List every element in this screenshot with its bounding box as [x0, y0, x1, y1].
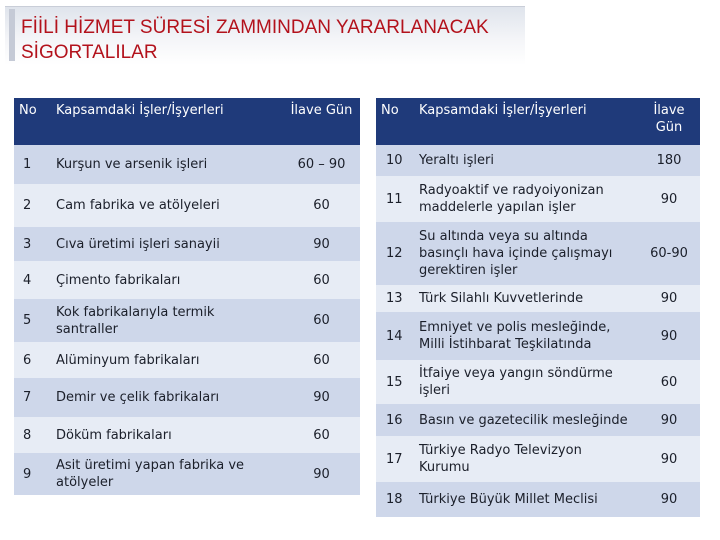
row-days: 90 — [283, 453, 360, 495]
table-row — [14, 261, 360, 299]
row-work: Türkiye Radyo Televizyon Kurumu — [414, 436, 638, 482]
table-row — [14, 453, 360, 495]
row-work: Cam fabrika ve atölyeleri — [51, 184, 283, 227]
row-no: 17 — [376, 436, 414, 482]
row-no: 7 — [14, 378, 51, 417]
row-days: 60 — [283, 299, 360, 342]
row-days: 60 – 90 — [283, 145, 360, 184]
row-work: Türk Silahlı Kuvvetlerinde — [414, 285, 638, 312]
row-work: Kok fabrikalarıyla termik santraller — [51, 299, 283, 342]
table-row — [14, 299, 360, 342]
row-no: 16 — [376, 404, 414, 436]
row-work: İtfaiye veya yangın söndürme işleri — [414, 360, 638, 404]
table-row — [376, 285, 700, 312]
row-days: 180 — [638, 145, 700, 176]
row-no: 13 — [376, 285, 414, 312]
row-days: 60 — [283, 342, 360, 378]
table-row — [376, 312, 700, 360]
header-days: İlave Gün — [283, 98, 360, 145]
title-banner — [5, 6, 525, 65]
row-work: Emniyet ve polis mesleğinde, Milli İstihbarat Teşkilatında — [414, 312, 638, 360]
table-row — [376, 482, 700, 517]
row-days: 90 — [638, 482, 700, 517]
table-row — [14, 417, 360, 453]
row-no: 8 — [14, 417, 51, 453]
header-no: No — [14, 98, 51, 145]
table-row — [376, 360, 700, 404]
row-no: 6 — [14, 342, 51, 378]
header-days: İlave Gün — [638, 98, 700, 145]
table-row — [376, 222, 700, 285]
row-days: 90 — [283, 227, 360, 261]
table-row — [14, 145, 360, 184]
table-row — [14, 227, 360, 261]
table-row — [14, 378, 360, 417]
table-row — [14, 184, 360, 227]
row-work: Döküm fabrikaları — [51, 417, 283, 453]
row-no: 11 — [376, 176, 414, 222]
table-row — [376, 436, 700, 482]
row-no: 1 — [14, 145, 51, 184]
row-no: 4 — [14, 261, 51, 299]
table-row — [376, 176, 700, 222]
right-table — [376, 98, 700, 517]
row-no: 14 — [376, 312, 414, 360]
table-row — [14, 342, 360, 378]
row-work: Türkiye Büyük Millet Meclisi — [414, 482, 638, 517]
table-row — [376, 145, 700, 176]
row-days: 60-90 — [638, 222, 700, 285]
row-days: 90 — [283, 378, 360, 417]
left-table — [14, 98, 360, 495]
row-no: 5 — [14, 299, 51, 342]
row-days: 90 — [638, 312, 700, 360]
header-no: No — [376, 98, 414, 145]
header-row — [14, 98, 360, 145]
row-work: Demir ve çelik fabrikaları — [51, 378, 283, 417]
row-no: 3 — [14, 227, 51, 261]
row-work: Asit üretimi yapan fabrika ve atölyeler — [51, 453, 283, 495]
row-work: Su altında veya su altında basınçlı hava içinde çalışmayı gerektiren işler — [414, 222, 638, 285]
row-days: 90 — [638, 404, 700, 436]
row-work: Çimento fabrikaları — [51, 261, 283, 299]
row-days: 60 — [638, 360, 700, 404]
row-work: Yeraltı işleri — [414, 145, 638, 176]
row-days: 90 — [638, 285, 700, 312]
row-work: Basın ve gazetecilik mesleğinde — [414, 404, 638, 436]
row-no: 2 — [14, 184, 51, 227]
row-work: Alüminyum fabrikaları — [51, 342, 283, 378]
row-no: 15 — [376, 360, 414, 404]
row-days: 60 — [283, 184, 360, 227]
row-no: 12 — [376, 222, 414, 285]
row-days: 90 — [638, 176, 700, 222]
row-no: 10 — [376, 145, 414, 176]
header-work: Kapsamdaki İşler/İşyerleri — [414, 98, 638, 145]
table-row — [376, 404, 700, 436]
row-no: 9 — [14, 453, 51, 495]
row-days: 60 — [283, 261, 360, 299]
row-work: Radyoaktif ve radyoiyonizan maddelerle yapılan işler — [414, 176, 638, 222]
row-days: 60 — [283, 417, 360, 453]
header-work: Kapsamdaki İşler/İşyerleri — [51, 98, 283, 145]
row-no: 18 — [376, 482, 414, 517]
row-work: Kurşun ve arsenik işleri — [51, 145, 283, 184]
row-work: Cıva üretimi işleri sanayii — [51, 227, 283, 261]
header-row — [376, 98, 700, 145]
page-title: FİİLİ HİZMET SÜRESİ ZAMMINDAN YARARLANACAK SİGORTALILAR — [21, 17, 489, 63]
row-days: 90 — [638, 436, 700, 482]
